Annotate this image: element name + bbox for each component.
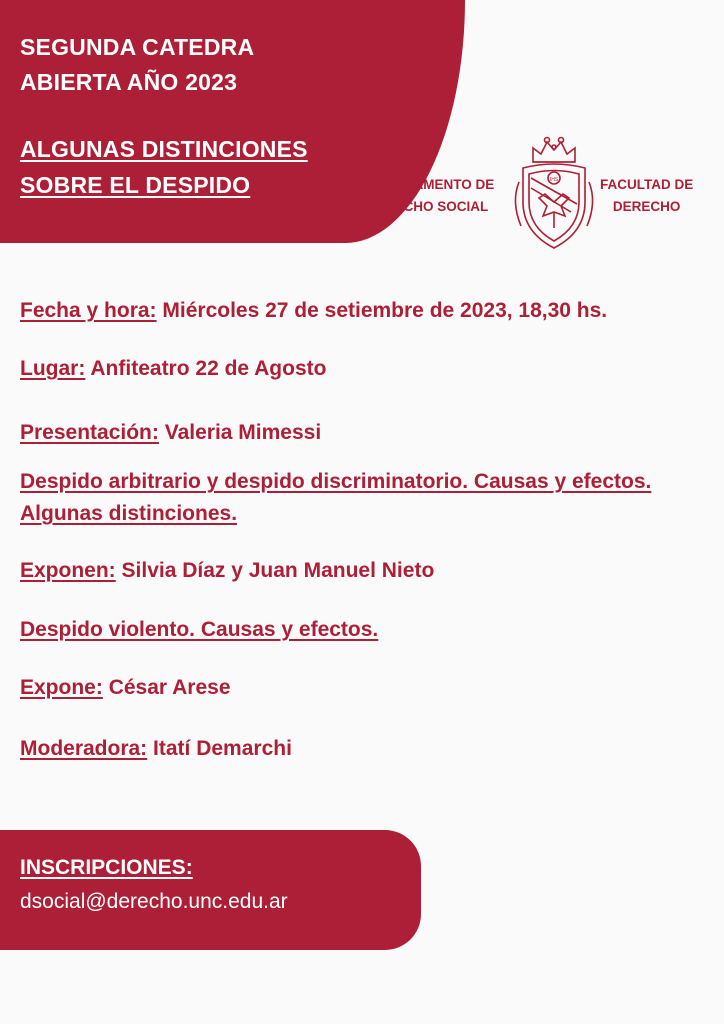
place-label: Lugar: [20, 357, 86, 380]
topic1-line2: Algunas distinciones. [20, 502, 238, 525]
speaker2-value: César Arese [108, 676, 231, 699]
event-year: ABIERTA AÑO 2023 [20, 69, 238, 95]
place-value: Anfiteatro 22 de Agosto [90, 357, 327, 380]
topic1 [20, 466, 651, 530]
event-series: SEGUNDA CATEDRA [20, 34, 255, 60]
registration-label: INSCRIPCIONES: [20, 856, 193, 879]
department-name [360, 174, 494, 218]
department-line2: DERECHO SOCIAL [366, 199, 489, 214]
registration-email[interactable]: dsocial@derecho.unc.edu.ar [20, 890, 288, 913]
date-label: Fecha y hora: [20, 299, 157, 322]
moderator-row [20, 737, 292, 761]
speaker2-row [20, 676, 231, 700]
university-seal-icon [509, 132, 599, 254]
seal-monogram: IHS [549, 177, 559, 183]
speakers-value: Silvia Díaz y Juan Manuel Nieto [121, 559, 435, 582]
topic1-line1: Despido arbitrario y despido discriminatorio. Causas y efectos. [20, 470, 652, 493]
place-row [20, 357, 326, 381]
faculty-line2: DERECHO [612, 199, 681, 214]
date-time-row [20, 299, 607, 323]
faculty-line1: FACULTAD DE [600, 177, 694, 192]
topic2: Despido violento. Causas y efectos. [20, 618, 379, 641]
presentation-value: Valeria Mimessi [164, 421, 322, 444]
event-title-line2: SOBRE EL DESPIDO [20, 172, 251, 198]
registration-panel [0, 830, 421, 950]
speaker2-label: Expone: [20, 676, 103, 699]
presentation-row [20, 421, 321, 445]
faculty-name [600, 174, 693, 218]
event-title-line1: ALGUNAS DISTINCIONES [20, 136, 308, 162]
moderator-value: Itatí Demarchi [153, 737, 292, 760]
speakers-row [20, 559, 434, 583]
department-line1: DEPARTAMENTO DE [360, 177, 495, 192]
speakers-label: Exponen: [20, 559, 116, 582]
moderator-label: Moderadora: [20, 737, 148, 760]
date-value: Miércoles 27 de setiembre de 2023, 18,30 hs. [162, 299, 608, 322]
presentation-label: Presentación: [20, 421, 159, 444]
